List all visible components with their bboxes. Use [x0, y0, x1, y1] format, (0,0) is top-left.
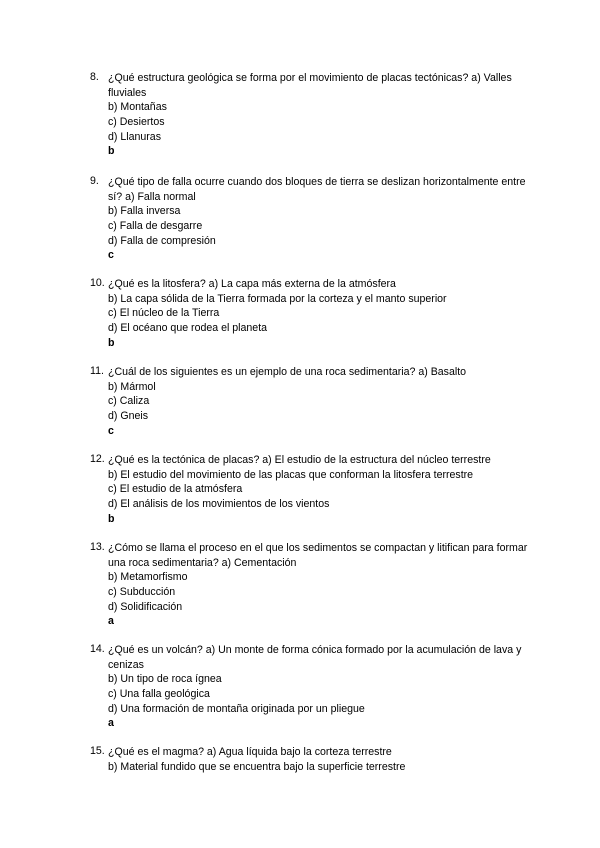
option-d: d) Gneis [108, 410, 149, 423]
option-b: b) Metamorfismo [108, 571, 188, 584]
question-14 [90, 643, 530, 731]
option-b: b) Un tipo de roca ígnea [108, 673, 222, 686]
option-c: c) Falla de desgarre [108, 220, 203, 233]
question-stem [90, 175, 530, 204]
option-b: b) La capa sólida de la Tierra formada por la corteza y el manto superior [108, 292, 447, 305]
question-text: ¿Qué es la litosfera? a) La capa más externa de la atmósfera [108, 278, 396, 290]
question-number: 13. [90, 541, 105, 553]
answer-key: b [108, 336, 115, 349]
option-d: d) El análisis de los movimientos de los vientos [108, 498, 330, 511]
question-stem [90, 541, 530, 570]
question-11 [90, 365, 530, 438]
option-b: b) Falla inversa [108, 205, 181, 218]
question-text: ¿Qué es un volcán? a) Un monte de forma cónica formado por la acumulación de lava y cenizas [108, 644, 522, 671]
option-d: d) Llanuras [108, 130, 161, 143]
question-number: 12. [90, 453, 105, 465]
answer-key: a [108, 615, 114, 628]
option-c: c) El núcleo de la Tierra [108, 307, 220, 320]
question-12 [90, 453, 530, 526]
question-text: ¿Cómo se llama el proceso en el que los sedimentos se compactan y litifican para formar una roca sedimentaria? a) Cementación [108, 542, 528, 569]
question-text: ¿Qué tipo de falla ocurre cuando dos bloques de tierra se deslizan horizontalmente entre sí? a) Falla normal [108, 176, 526, 203]
answer-key: a [108, 717, 114, 730]
question-15 [90, 745, 530, 774]
question-stem [90, 365, 530, 380]
question-number: 15. [90, 745, 105, 757]
answer-key: b [108, 145, 115, 158]
question-10 [90, 277, 530, 350]
option-b: b) Montañas [108, 101, 167, 114]
answer-key: b [108, 512, 115, 525]
question-stem [90, 277, 530, 292]
question-stem [90, 745, 530, 760]
option-b: b) El estudio del movimiento de las placas que conforman la litosfera terrestre [108, 468, 474, 481]
question-number: 11. [90, 365, 104, 377]
option-b: b) Mármol [108, 380, 156, 393]
option-c: c) Una falla geológica [108, 688, 210, 701]
question-text: ¿Cuál de los siguientes es un ejemplo de una roca sedimentaria? a) Basalto [108, 366, 467, 378]
question-13 [90, 541, 530, 629]
question-stem [90, 71, 530, 100]
option-c: c) El estudio de la atmósfera [108, 483, 243, 496]
question-stem [90, 643, 530, 672]
option-c: c) Subducción [108, 586, 176, 599]
answer-key: c [108, 249, 114, 262]
option-d: d) Solidificación [108, 600, 183, 613]
question-stem [90, 453, 530, 468]
question-8 [90, 71, 530, 159]
option-b: b) Material fundido que se encuentra bajo la superficie terrestre [108, 760, 406, 773]
question-number: 9. [90, 175, 99, 187]
question-number: 8. [90, 71, 99, 83]
question-9 [90, 175, 530, 263]
question-text: ¿Qué es el magma? a) Agua líquida bajo la corteza terrestre [108, 746, 392, 758]
option-d: d) Falla de compresión [108, 234, 216, 247]
option-d: d) El océano que rodea el planeta [108, 322, 268, 335]
question-text: ¿Qué es la tectónica de placas? a) El estudio de la estructura del núcleo terrestre [108, 454, 491, 466]
question-number: 14. [90, 643, 105, 655]
question-text: ¿Qué estructura geológica se forma por el movimiento de placas tectónicas? a) Valles fluviales [108, 72, 512, 99]
option-c: c) Caliza [108, 395, 150, 408]
answer-key: c [108, 424, 114, 437]
option-d: d) Una formación de montaña originada por un pliegue [108, 702, 365, 715]
option-c: c) Desiertos [108, 116, 165, 129]
question-number: 10. [90, 277, 105, 289]
